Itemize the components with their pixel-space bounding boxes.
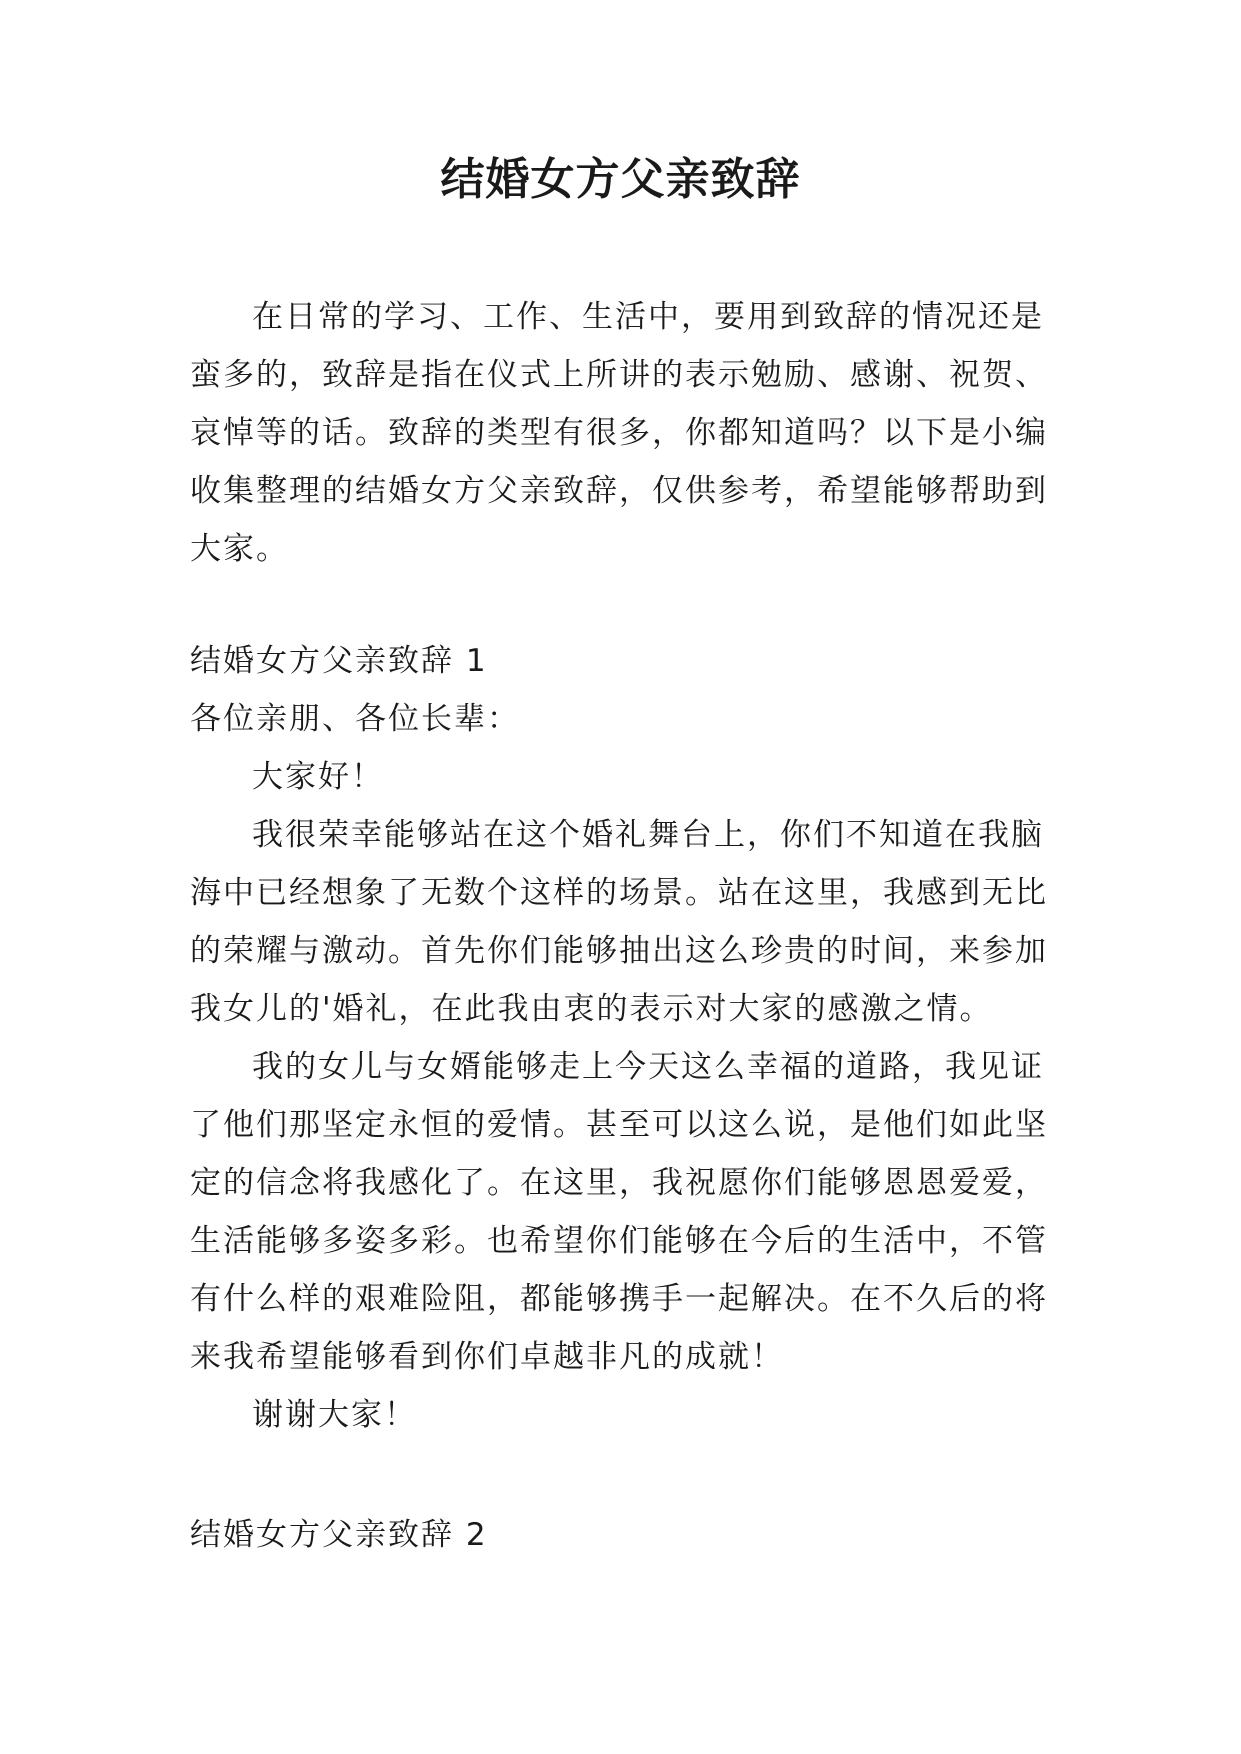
closing-line: 谢谢大家！ <box>252 1397 417 1433</box>
section-1 <box>190 632 1070 1444</box>
document-title: 结婚女方父亲致辞 <box>440 154 801 205</box>
greeting: 大家好！ <box>252 759 384 795</box>
intro-paragraph: 在日常的学习、工作、生活中，要用到致辞的情况还是蛮多的，致辞是指在仪式上所讲的表示勉励、感谢、祝贺、哀悼等的话。致辞的类型有很多，你都知道吗？以下是小编收集整理的结婚女方父亲致辞，仅供参考，希望能够帮助到大家。 <box>190 299 1048 567</box>
speech-paragraph-2: 我的女儿与女婿能够走上今天这么幸福的道路，我见证了他们那坚定永恒的爱情。甚至可以这么说，是他们如此坚定的信念将我感化了。在这里，我祝愿你们能够恩恩爱爱，生活能够多姿多彩。也希望你们能够在今后的生活中，不管有什么样的艰难险阻，都能够携手一起解决。在不久后的将来我希望能够看到你们卓越非凡的成就！ <box>190 1049 1048 1375</box>
speech-paragraph-1: 我很荣幸能够站在这个婚礼舞台上，你们不知道在我脑海中已经想象了无数个这样的场景。站在这里，我感到无比的荣耀与激动。首先你们能够抽出这么珍贵的时间，来参加我女儿的'婚礼，在此我由衷的表示对大家的感激之情。 <box>190 817 1048 1027</box>
intro-block <box>190 288 1070 578</box>
section-2-heading: 结婚女方父亲致辞 2 <box>190 1517 488 1553</box>
section-1-heading: 结婚女方父亲致辞 1 <box>190 643 488 679</box>
section-2 <box>190 1506 1070 1564</box>
salutation: 各位亲朋、各位长辈： <box>190 701 520 737</box>
